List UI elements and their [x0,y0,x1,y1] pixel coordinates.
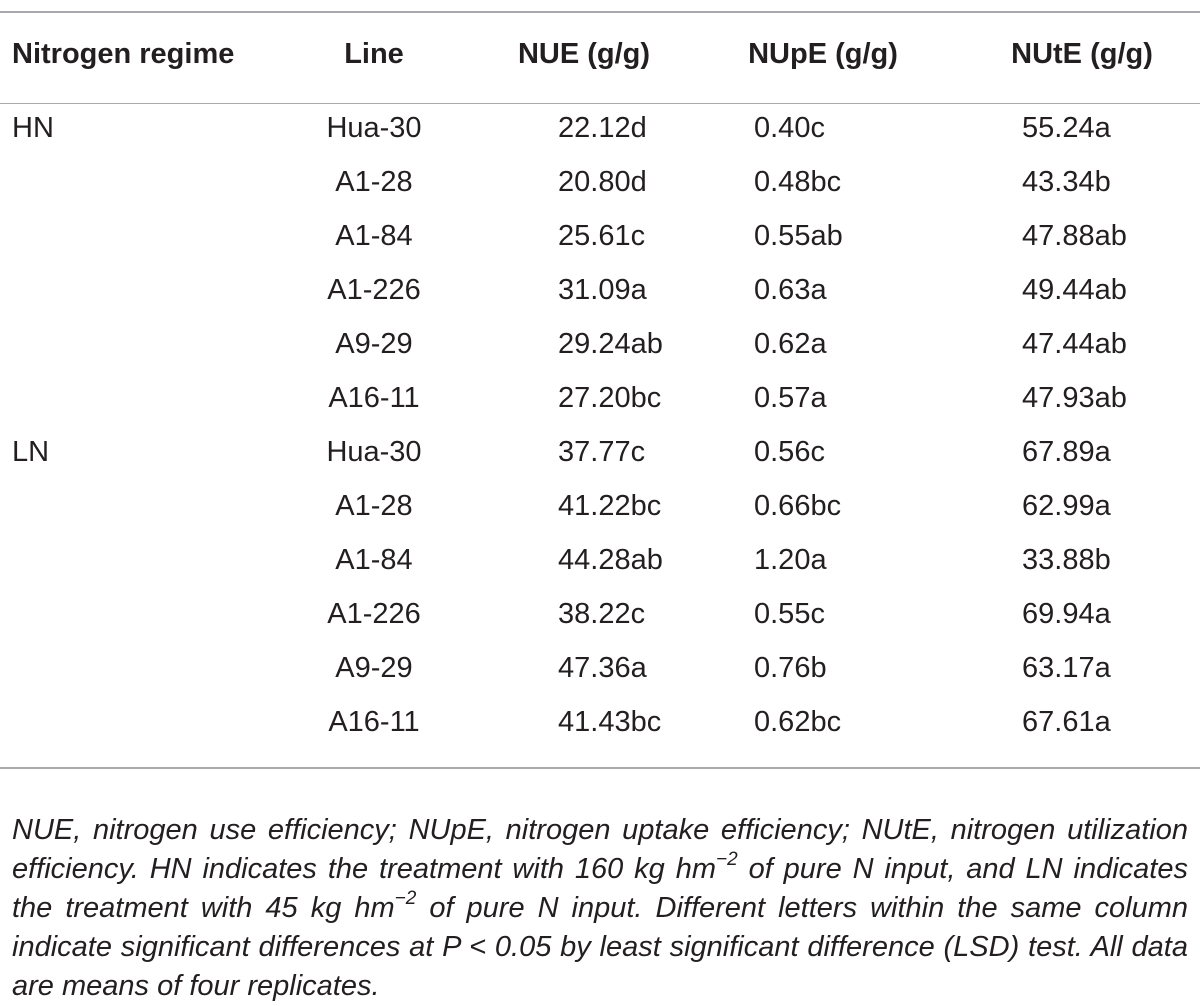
cell-nue: 41.22bc [558,489,662,522]
cell-nupe: 0.55ab [754,219,843,252]
table-spacer-row [0,85,1200,101]
cell-nupe: 0.66bc [754,489,842,522]
cell-line: A9-29 [335,651,413,684]
cell-nupe: 0.62bc [754,705,842,738]
cell-nue: 41.43bc [558,705,662,738]
table-row [0,371,1200,425]
header-nitrogen-regime: Nitrogen regime [12,37,235,70]
cell-nute: 67.89a [1022,435,1111,468]
cell-nitrogen-regime [0,587,274,641]
cell-line: Hua-30 [326,111,422,144]
top-rule [0,11,1200,13]
table-row [0,317,1200,371]
header-line: Line [344,37,404,70]
table-row [0,479,1200,533]
cell-nupe: 0.56c [754,435,825,468]
cell-nue: 20.80d [558,165,647,198]
table-footnote [12,811,1188,1006]
table-row [0,587,1200,641]
cell-nue: 44.28ab [558,543,663,576]
cell-nupe: 0.40c [754,111,825,144]
cell-nue: 27.20bc [558,381,662,414]
nitrogen-efficiency-table [0,23,1200,749]
table-body [0,85,1200,749]
cell-line: A1-84 [335,543,413,576]
table-row [0,209,1200,263]
cell-nue: 47.36a [558,651,647,684]
cell-nitrogen-regime: HN [12,111,54,144]
header-nute: NUtE (g/g) [1011,37,1153,70]
bottom-rule [0,767,1200,769]
cell-line: Hua-30 [326,435,422,468]
cell-line: A1-28 [335,165,413,198]
cell-nute: 55.24a [1022,111,1111,144]
cell-nupe: 1.20a [754,543,827,576]
cell-line: A9-29 [335,327,413,360]
cell-line: A16-11 [328,381,420,414]
cell-nute: 69.94a [1022,597,1111,630]
cell-nute: 47.93ab [1022,381,1127,414]
cell-nitrogen-regime [0,371,274,425]
cell-nute: 67.61a [1022,705,1111,738]
footnote-superscript-2: −2 [394,888,417,910]
cell-nute: 62.99a [1022,489,1111,522]
cell-nitrogen-regime [0,479,274,533]
cell-nupe: 0.55c [754,597,825,630]
cell-nupe: 0.48bc [754,165,842,198]
table-row [0,641,1200,695]
cell-nitrogen-regime [0,317,274,371]
cell-line: A1-84 [335,219,413,252]
cell-nitrogen-regime [0,209,274,263]
cell-nue: 37.77c [558,435,646,468]
cell-nute: 47.88ab [1022,219,1127,252]
footnote-superscript-1: −2 [716,849,738,871]
header-nue: NUE (g/g) [517,37,651,70]
cell-nue: 31.09a [558,273,647,306]
cell-nupe: 0.76b [754,651,827,684]
cell-nute: 33.88b [1022,543,1111,576]
footnote-text-2: of pure N input, and LN indicates the treatment with 45 kg hm [12,853,1188,924]
cell-nitrogen-regime [0,155,274,209]
table-row [0,101,1200,155]
cell-nupe: 0.63a [754,273,827,306]
cell-nute: 43.34b [1022,165,1111,198]
cell-nupe: 0.62a [754,327,827,360]
cell-line: A1-226 [327,273,421,306]
footnote-text-3: of pure N input. Different letters within the same column indicate significant differences at P < 0.05 by least significant difference (LSD) test. All data are means of four replicates. [12,892,1188,1002]
table-row [0,263,1200,317]
cell-nue: 25.61c [558,219,646,252]
cell-nue: 22.12d [558,111,647,144]
cell-nitrogen-regime [0,263,274,317]
table-header-row [0,23,1200,85]
cell-line: A1-28 [335,489,413,522]
cell-line: A16-11 [328,705,420,738]
table-row [0,533,1200,587]
footnote-text-1: NUE, nitrogen use efficiency; NUpE, nitrogen uptake efficiency; NUtE, nitrogen utilization efficiency. HN indicates the treatment with 160 kg hm [12,814,1188,885]
cell-nue: 29.24ab [558,327,663,360]
table-row [0,155,1200,209]
cell-nupe: 0.57a [754,381,827,414]
table-row [0,425,1200,479]
cell-nitrogen-regime [0,695,274,749]
table-row [0,695,1200,749]
cell-nue: 38.22c [558,597,646,630]
cell-nitrogen-regime: LN [12,435,50,468]
cell-nitrogen-regime [0,533,274,587]
header-nupe: NUpE (g/g) [748,37,898,70]
cell-nute: 49.44ab [1022,273,1127,306]
cell-nitrogen-regime [0,641,274,695]
cell-line: A1-226 [327,597,421,630]
cell-nute: 63.17a [1022,651,1111,684]
cell-nute: 47.44ab [1022,327,1127,360]
